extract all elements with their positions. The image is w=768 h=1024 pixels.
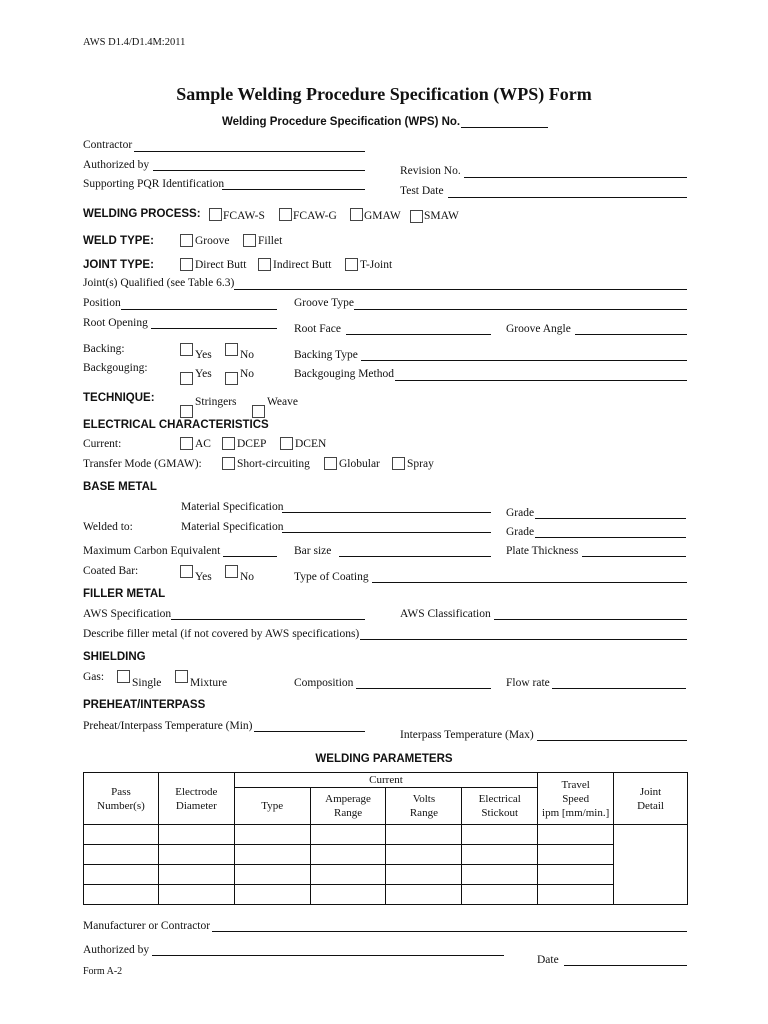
table-cell[interactable] [310,865,386,885]
table-cell[interactable] [158,845,234,865]
authorized-by-field[interactable] [153,170,365,171]
gas-label: Gas: [83,671,105,683]
test-date-field[interactable] [448,197,687,198]
contractor-label: Contractor [83,139,133,151]
backgouging-method-label: Backgouging Method [294,368,394,380]
form-id: Form A-2 [83,966,123,977]
table-cell[interactable] [158,865,234,885]
describe-filler-label: Describe filler metal (if not covered by AWS specifications) [83,628,360,640]
header-joint-detail [614,773,688,825]
header-stickout-line-1: Electrical [478,793,521,805]
root-opening-field[interactable] [151,328,277,329]
checkbox-ac[interactable] [180,437,193,450]
checkbox-coated-yes[interactable] [180,565,193,578]
option-stringers: Stringers [195,396,237,408]
checkbox-globular[interactable] [324,457,337,470]
table-row [84,865,688,885]
option-gmaw: GMAW [364,210,401,222]
option-indirect-butt: Indirect Butt [273,259,332,271]
header-travel-line-2: Speed [562,792,590,805]
table-row [84,845,688,865]
backgouging-method-field[interactable] [395,380,687,381]
manufacturer-label: Manufacturer or Contractor [83,920,211,932]
wps-no-field[interactable] [461,127,548,128]
option-weave: Weave [267,396,298,408]
table-cell[interactable] [234,845,310,865]
root-face-field[interactable] [346,334,491,335]
header-joint-line-2: Detail [637,799,664,812]
option-spray: Spray [407,458,434,470]
document-reference: AWS D1.4/D1.4M:2011 [83,37,186,48]
option-direct-butt: Direct Butt [195,259,247,271]
table-cell[interactable] [234,865,310,885]
aws-class-field[interactable] [494,619,687,620]
root-opening-label: Root Opening [83,317,148,329]
grade-label-1: Grade [506,507,535,519]
option-short-circuiting: Short-circuiting [237,458,310,470]
welding-parameters-table [83,772,688,905]
position-field[interactable] [121,309,277,310]
groove-angle-label: Groove Angle [506,323,571,335]
table-cell[interactable] [462,885,538,905]
checkbox-stringers[interactable] [180,405,193,418]
revision-no-label: Revision No. [400,165,461,177]
header-type: Type [234,788,310,825]
table-cell[interactable] [386,865,462,885]
transfer-mode-label: Transfer Mode (GMAW): [83,458,202,470]
header-pass-line-1: Pass [111,785,131,798]
weld-type-heading: WELD TYPE: [83,235,154,247]
contractor-field[interactable] [134,151,365,152]
shielding-heading: SHIELDING [83,651,146,663]
material-spec-field-2[interactable] [282,532,491,533]
composition-field[interactable] [356,688,491,689]
option-single: Single [132,677,162,689]
interpass-max-label: Interpass Temperature (Max) [400,729,534,741]
max-carbon-field[interactable] [223,556,277,557]
table-cell[interactable] [386,845,462,865]
material-spec-field-1[interactable] [282,512,491,513]
type-of-coating-label: Type of Coating [294,571,369,583]
form-title: Sample Welding Procedure Specification (WPS) Form [176,84,592,104]
interpass-max-field[interactable] [537,740,687,741]
table-cell[interactable] [84,885,159,905]
header-volts-line-2: Range [409,807,438,819]
table-cell[interactable] [538,845,614,865]
checkbox-direct-butt[interactable] [180,258,193,271]
preheat-min-field[interactable] [254,731,365,732]
table-cell[interactable] [538,825,614,845]
option-dcen: DCEN [295,438,327,450]
checkbox-weave[interactable] [252,405,265,418]
wps-no-label: Welding Procedure Specification (WPS) No. [222,116,461,128]
footer-authorized-by-label: Authorized by [83,944,150,956]
backing-label: Backing: [83,343,125,355]
checkbox-fcaw-g[interactable] [279,208,292,221]
grade-field-2[interactable] [535,537,686,538]
header-electrode-line-1: Electrode [175,785,218,798]
table-cell[interactable] [310,885,386,905]
joint-detail-cell[interactable] [614,825,688,905]
header-amperage-line-1: Amperage [325,793,371,805]
position-label: Position [83,297,121,309]
aws-spec-field[interactable] [171,619,365,620]
joint-type-heading: JOINT TYPE: [83,259,154,271]
option-groove: Groove [195,235,230,247]
coated-bar-label: Coated Bar: [83,565,139,577]
option-t-joint: T-Joint [360,259,393,271]
base-metal-heading: BASE METAL [83,481,157,493]
table-cell[interactable] [538,885,614,905]
checkbox-backgouging-yes[interactable] [180,372,193,385]
checkbox-fcaw-s[interactable] [209,208,222,221]
aws-class-label: AWS Classification [400,608,491,620]
preheat-heading: PREHEAT/INTERPASS [83,699,206,711]
type-of-coating-field[interactable] [372,582,687,583]
date-field[interactable] [564,965,687,966]
bar-size-field[interactable] [339,556,491,557]
table-row [84,825,688,845]
table-cell[interactable] [234,825,310,845]
checkbox-t-joint[interactable] [345,258,358,271]
option-ac: AC [195,438,211,450]
backgouging-yes-label: Yes [195,368,212,380]
current-label: Current: [83,438,122,450]
checkbox-smaw[interactable] [410,210,423,223]
option-fcaw-g: FCAW-G [293,210,337,222]
option-mixture: Mixture [190,677,228,689]
describe-filler-field[interactable] [360,639,687,640]
table-cell[interactable] [462,865,538,885]
table-cell[interactable] [462,845,538,865]
groove-type-field[interactable] [354,309,687,310]
option-dcep: DCEP [237,438,267,450]
groove-type-label: Groove Type [294,297,354,309]
table-cell[interactable] [386,825,462,845]
checkbox-groove[interactable] [180,234,193,247]
table-cell[interactable] [538,865,614,885]
backgouging-no-label: No [240,368,255,380]
header-current-group: Current [234,773,537,788]
checkbox-gmaw[interactable] [350,208,363,221]
electrical-heading: ELECTRICAL CHARACTERISTICS [83,419,269,431]
header-electrode-line-2: Diameter [175,799,217,812]
header-joint-line-1: Joint [639,785,662,798]
checkbox-mixture[interactable] [175,670,188,683]
technique-heading: TECHNIQUE: [83,392,155,404]
table-row [84,885,688,905]
authorized-by-label: Authorized by [83,159,150,171]
revision-no-field[interactable] [464,177,687,178]
table-cell[interactable] [310,825,386,845]
flow-rate-field[interactable] [552,688,686,689]
coated-no-label: No [240,571,255,583]
header-electrode-diameter [158,773,234,825]
manufacturer-field[interactable] [212,931,687,932]
aws-spec-label: AWS Specification [83,608,172,620]
option-globular: Globular [339,458,380,470]
checkbox-coated-no[interactable] [225,565,238,578]
plate-thickness-field[interactable] [582,556,686,557]
header-electrical-stickout [462,788,538,825]
header-pass-number [84,773,159,825]
filler-metal-heading: FILLER METAL [83,588,166,600]
table-cell[interactable] [234,885,310,905]
groove-angle-field[interactable] [575,334,687,335]
backing-yes-label: Yes [195,349,212,361]
checkbox-indirect-butt[interactable] [258,258,271,271]
grade-label-2: Grade [506,526,535,538]
table-cell[interactable] [386,885,462,905]
table-cell[interactable] [158,885,234,905]
checkbox-fillet[interactable] [243,234,256,247]
table-cell[interactable] [158,825,234,845]
checkbox-backgouging-no[interactable] [225,372,238,385]
joints-qualified-field[interactable] [234,289,687,290]
welding-parameters-heading: WELDING PARAMETERS [315,753,453,765]
header-pass-line-2: Number(s) [97,799,145,812]
header-volts-range [386,788,462,825]
welded-to-label: Welded to: [83,521,133,533]
header-amperage-range [310,788,386,825]
table-cell[interactable] [84,845,159,865]
header-travel-line-3: ipm [mm/min.] [542,806,610,819]
composition-label: Composition [294,677,354,689]
table-cell[interactable] [310,845,386,865]
bar-size-label: Bar size [294,545,332,557]
root-face-label: Root Face [294,323,341,335]
header-volts-line-1: Volts [412,793,436,805]
grade-field-1[interactable] [535,518,686,519]
option-smaw: SMAW [424,210,459,222]
backing-no-label: No [240,349,255,361]
welding-process-heading: WELDING PROCESS: [83,208,201,220]
flow-rate-label: Flow rate [506,677,550,689]
option-fcaw-s: FCAW-S [223,210,265,222]
option-fillet: Fillet [258,235,283,247]
table-cell[interactable] [84,865,159,885]
checkbox-backing-yes[interactable] [180,343,193,356]
preheat-min-label: Preheat/Interpass Temperature (Min) [83,720,253,732]
header-amperage-line-2: Range [333,807,363,819]
material-spec-label-2: Material Specification [181,521,284,533]
table-cell[interactable] [462,825,538,845]
date-label: Date [537,954,559,966]
plate-thickness-label: Plate Thickness [506,545,579,557]
backing-type-label: Backing Type [294,349,358,361]
table-cell[interactable] [84,825,159,845]
joints-qualified-label: Joint(s) Qualified (see Table 6.3) [83,277,235,289]
backing-type-field[interactable] [361,360,687,361]
header-travel-line-1: Travel [561,778,590,791]
checkbox-dcen[interactable] [280,437,293,450]
checkbox-backing-no[interactable] [225,343,238,356]
coated-yes-label: Yes [195,571,212,583]
checkbox-short-circuiting[interactable] [222,457,235,470]
checkbox-spray[interactable] [392,457,405,470]
checkbox-dcep[interactable] [222,437,235,450]
footer-authorized-by-field[interactable] [152,955,504,956]
supporting-pqr-label: Supporting PQR Identification [83,178,225,190]
backgouging-label: Backgouging: [83,362,148,374]
checkbox-single[interactable] [117,670,130,683]
material-spec-label-1: Material Specification [181,501,284,513]
test-date-label: Test Date [400,185,444,197]
header-travel-speed [538,773,614,825]
max-carbon-label: Maximum Carbon Equivalent [83,545,221,557]
header-stickout-line-2: Stickout [481,807,519,819]
supporting-pqr-field[interactable] [222,189,365,190]
